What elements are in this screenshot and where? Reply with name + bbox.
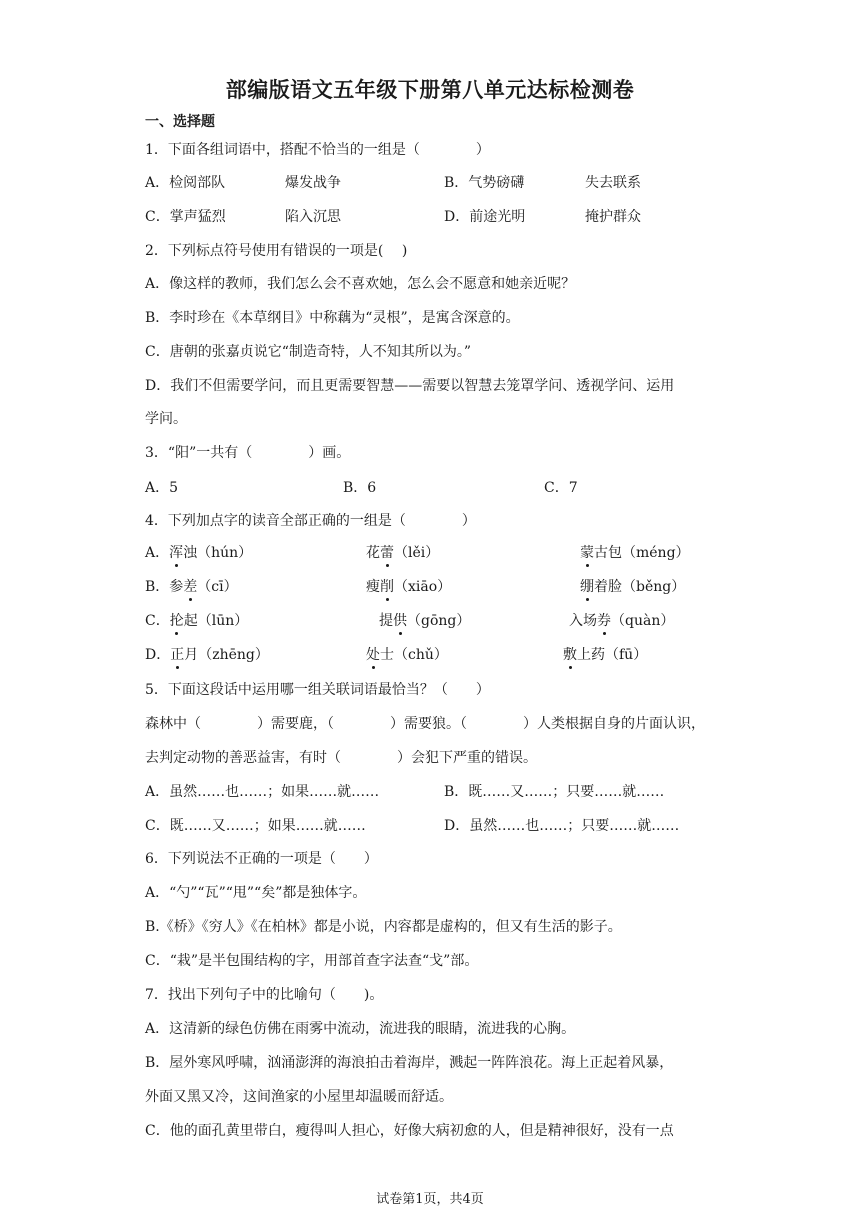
q6-option-b: B.《桥》《穷人》《在柏林》都是小说，内容都是虚构的，但又有生活的影子。	[145, 919, 622, 935]
q1-option-d: D．前途光明	[444, 209, 526, 225]
q2-option-a: A．像这样的教师，我们怎么会不喜欢她，怎么会不愿意和她亲近呢？	[145, 276, 576, 292]
q5-option-a: A．虽然……也……；如果……就……	[145, 784, 380, 800]
q4-option-c2: 提供（gōng）	[379, 613, 471, 629]
q2-option-d-cont: 学问。	[145, 411, 187, 427]
q5-option-b: B．既……又……；只要……就……	[444, 784, 665, 800]
q5-option-d: D．虽然……也……；只要……就……	[444, 818, 680, 834]
q5-option-c: C．既……又……；如果……就……	[145, 818, 366, 834]
q1-option-d-word: 掩护群众	[585, 209, 641, 225]
q5-stem: 5．下面这段话中运用哪一组关联词语最恰当？（ ）	[145, 682, 490, 698]
q1-option-b-word: 失去联系	[585, 175, 641, 191]
q3-option-b: B．6	[343, 480, 377, 496]
q7-option-b: B．屋外寒风呼啸，汹涌澎湃的海浪拍击着海岸，溅起一阵阵浪花。海上正起着风暴，	[145, 1055, 674, 1071]
q5-passage-line1: 森林中（ ）需要鹿，（ ）需要狼。（ ）人类根据自身的片面认识，	[145, 716, 705, 732]
q4-option-d2: 处士（chǔ）	[366, 647, 448, 663]
q1-option-c: C．掌声猛烈	[145, 209, 226, 225]
q3-option-c: C．7	[544, 480, 578, 496]
q4-option-a3: 蒙古包（méng）	[580, 545, 690, 561]
q4-option-c1: C．抡起（lūn）	[145, 613, 249, 629]
q4-option-c3: 入场券（quàn）	[569, 613, 675, 629]
q1-stem: 1．下面各组词语中，搭配不恰当的一组是（ ）	[145, 142, 490, 158]
q5-passage-line2: 去判定动物的善恶益害，有时（ ）会犯下严重的错误。	[145, 750, 537, 766]
q4-option-b2: 瘦削（xiāo）	[366, 579, 452, 595]
q2-option-b: B．李时珍在《本草纲目》中称藕为“灵根”，是寓含深意的。	[145, 310, 520, 326]
q6-option-c: C．“栽”是半包围结构的字，用部首查字法查“戈”部。	[145, 953, 479, 969]
q7-option-c: C．他的面孔黄里带白，瘦得叫人担心，好像大病初愈的人，但是精神很好，没有一点	[145, 1123, 674, 1139]
q3-stem: 3．“阳”一共有（ ）画。	[145, 445, 351, 461]
q4-stem: 4．下列加点字的读音全部正确的一组是（ ）	[145, 513, 476, 529]
q1-option-b: B．气势磅礴	[444, 175, 525, 191]
section-heading: 一、选择题	[145, 114, 215, 130]
q4-option-b1: B．参差（cī）	[145, 579, 238, 595]
q4-option-d3: 敷上药（fū）	[563, 647, 648, 663]
q7-option-b-cont: 外面又黑又冷，这间渔家的小屋里却温暖而舒适。	[145, 1089, 453, 1105]
q4-option-d1: D．正月（zhēng）	[145, 647, 269, 663]
q7-stem: 7．找出下列句子中的比喻句（ )。	[145, 987, 384, 1003]
q2-stem: 2．下列标点符号使用有错误的一项是( )	[145, 243, 408, 259]
q1-option-c-word: 陷入沉思	[285, 209, 341, 225]
q2-option-d: D．我们不但需要学问，而且更需要智慧——需要以智慧去笼罩学问、透视学问、运用	[145, 378, 675, 394]
q4-option-a1: A．浑浊（hún）	[145, 545, 253, 561]
q1-option-a: A．检阅部队	[145, 175, 226, 191]
q3-option-a: A．5	[145, 480, 179, 496]
q6-stem: 6．下列说法不正确的一项是（ ）	[145, 851, 378, 867]
q4-option-b3: 绷着脸（běng）	[580, 579, 686, 595]
q7-option-a: A．这清新的绿色仿佛在雨雾中流动，流进我的眼睛，流进我的心胸。	[145, 1021, 576, 1037]
q6-option-a: A．“勺”“瓦”“甩”“矣”都是独体字。	[145, 885, 367, 901]
q2-option-c: C．唐朝的张嘉贞说它“制造奇特，人不知其所以为。”	[145, 344, 472, 360]
q1-option-a-word: 爆发战争	[285, 175, 341, 191]
page-footer: 试卷第1页，共4页	[376, 1192, 484, 1207]
q4-option-a2: 花蕾（lěi）	[366, 545, 440, 561]
page-title: 部编版语文五年级下册第八单元达标检测卷	[225, 78, 635, 102]
